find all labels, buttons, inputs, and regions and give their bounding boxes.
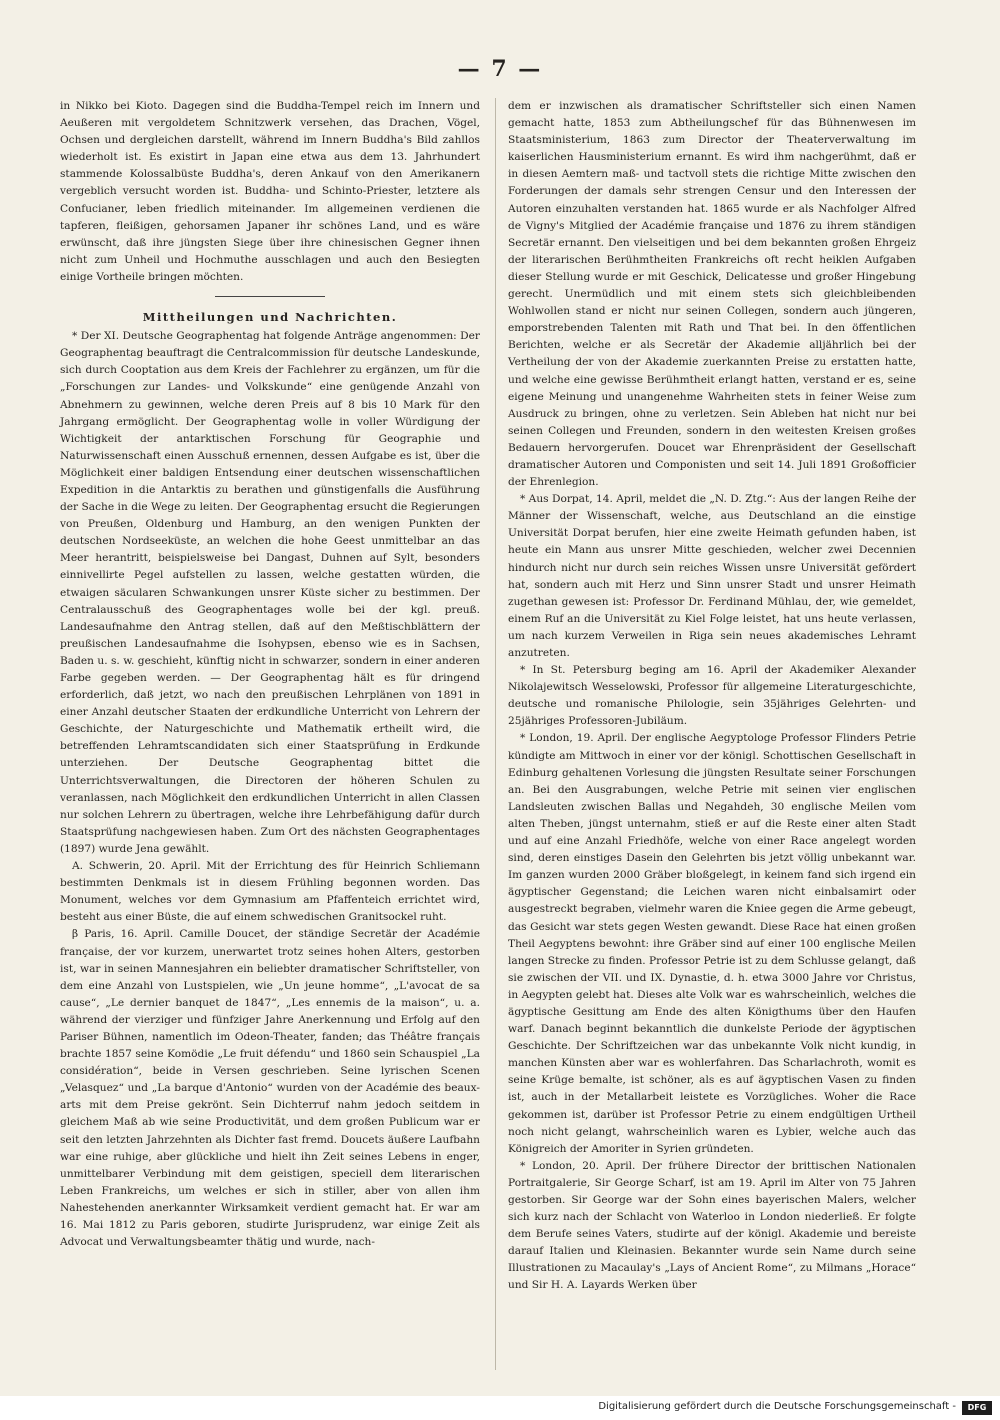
- article-london-petrie: * London, 19. April. Der englische Aegyptologe Professor Flinders Petrie kündigte am Mittwoch in einer vor der königl. Schottischen Gesellschaft in Edinburg gehaltenen Vorlesung die jüngsten Resultate seiner Forschungen an. Bei den Ausgrabungen, welche Petrie mit seinen vier englischen Landsleuten zwischen Ballas und Negahdeh, 30 englische Meilen vom alten Theben, jüngst unternahm, stieß er auf die Reste einer alten Stadt und auf eine Anzahl Friedhöfe, welche von einer Race angelegt worden sind, deren einstiges Dasein den Gelehrten bis jetzt völlig unbekannt war. Im ganzen wurden 2000 Gräber bloßgelegt, in keinem fand sich irgend ein ägyptischer Gegenstand; die Leichen waren nicht einbalsamirt oder ausgestreckt begraben, vielmehr waren die Kniee gegen die Arme gebeugt, das Gesicht war stets gegen Westen gewandt. Diese Race hat einen großen Theil Aegyptens bewohnt: ihre Gräber sind auf einer 100 englische Meilen langen Strecke zu finden. Professor Petrie ist zu dem Schlusse gelangt, daß sie zwischen der VII. und IX. Dynastie, d. h. etwa 3000 Jahre vor Christus, in Aegypten gelebt hat. Dieses alte Volk war es wahrscheinlich, welches die ägyptische Gesittung am Ende des alten Königthums über den Haufen warf. Danach beginnt bekanntlich die dunkelste Periode der ägyptischen Geschichte. Der Schriftzeichen war das unbekannte Volk nicht kundig, in manchen Künsten aber war es wohlerfahren. Das Scharlachroth, womit es seine Krüge bemalte, ist schöner, als es auf ägyptischen Vasen zu finden ist, auch in der Metallarbeit leistete es Vorzügliches. Woher die Race gekommen ist, darüber ist Professor Petrie zu einem endgültigen Urtheil noch nicht gelangt, wahrscheinlich waren es Lybier, welche auch das Königreich der Amoriter in Syrien gründeten.: [508, 732, 916, 1155]
- article-london-scharf: * London, 20. April. Der frühere Director der brittischen Nationalen Portraitgalerie, Sir George Scharf, ist am 19. April im Alter von 75 Jahren gestorben. Sir George war der Sohn eines bayerischen Malers, welcher sich kurz nach der Schlacht von Waterloo in London niederließ. Er folgte dem Berufe seines Vaters, studirte auf der königl. Akademie und bereiste darauf Italien und Kleinasien. Bekannter wurde sein Name durch seine Illustrationen zu Macaulay's „Lays of Ancient Rome“, zu Milmans „Horace“ und Sir H. A. Layards Werken über: [508, 1159, 916, 1292]
- column-divider: [495, 98, 496, 1370]
- dfg-logo-icon: DFG: [962, 1401, 992, 1415]
- right-column: [508, 98, 916, 1295]
- footer-credit: Digitalisierung gefördert durch die Deutsche Forschungsgemeinschaft -: [598, 1401, 956, 1412]
- left-column: [60, 98, 480, 1251]
- article-schwerin: A. Schwerin, 20. April. Mit der Errichtung des für Heinrich Schliemann bestimmten Denkmals ist in diesem Frühling begonnen worden. Das Monument, welches vor dem Gymnasium am Pfaffenteich errichtet wird, besteht aus einer Büste, die auf einem schwedischen Granitsockel ruht.: [60, 860, 480, 924]
- article-paris-continued: dem er inzwischen als dramatischer Schriftsteller sich einen Namen gemacht hatte, 1853 zum Abtheilungschef für das Bühnenwesen im Staatsministerium, 1863 zum Director der Theaterverwaltung im kaiserlichen Hausministerium ernannt. Es wird ihm nachgerühmt, daß er in diesen Aemtern maß- und tactvoll stets die richtige Mitte zwischen den Forderungen der damals sehr strengen Censur und den Interessen der Autoren einzuhalten verstanden hat. 1865 wurde er als Nachfolger Alfred de Vigny's Mitglied der Académie française und 1876 zu ihrem ständigen Secretär ernannt. Den vielseitigen und bei dem bekannten großen Ehrgeiz der literarischen Berühmtheiten Frankreichs oft recht heiklen Aufgaben dieser Stellung wurde er mit Geschick, Delicatesse und großer Hingebung gerecht. Unermüdlich und mit einem stets sich gleichbleibenden Wohlwollen stand er nicht nur seinen Collegen, sondern auch jüngeren, emporstrebenden Talenten mit Rath und That bei. In den öffentlichen Berichten, welche er als Secretär der Akademie alljährlich bei der Vertheilung der von der Akademie zuerkannten Preise zu erstatten hatte, und welche eine gewisse Berühmtheit erlangt hatten, verstand er es, seine eigene Meinung und unangenehme Wahrheiten stets in feiner Weise zum Ausdruck zu bringen, ohne zu verletzen. Sein Ableben hat nicht nur bei seinen Collegen und Freunden, sondern in den weitesten Kreisen großes Bedauern hervorgerufen. Doucet war Ehrenpräsident der Gesellschaft dramatischer Autoren und Componisten und seit 14. Juli 1891 Großofficier der Ehrenlegion.: [508, 100, 916, 489]
- digitization-footer: [0, 1396, 1000, 1420]
- section-heading: Mittheilungen und Nachrichten.: [142, 310, 398, 325]
- section-divider: [215, 296, 325, 297]
- article-geographentag: * Der XI. Deutsche Geographentag hat folgende Anträge angenommen: Der Geographentag beauftragt die Centralcommission für deutsche Landeskunde, sich durch Cooptation aus dem Kreis der Fachlehrer zu ergänzen, um für die „Forschungen zur Landes- und Volkskunde“ eine genügende Anzahl von Abnehmern zu gewinnen, welche deren Preis auf 8 bis 10 Mark für den Jahrgang ermöglicht. Der Geographentag wolle in voller Würdigung der Wichtigkeit der antarktischen Forschung für Geographie und Naturwissenschaft einen Ausschuß ernennen, dessen Aufgabe es ist, über die Möglichkeit einer baldigen Entsendung einer deutschen wissenschaftlichen Expedition in die Antarktis zu berathen und günstigenfalls die Ausführung der Sache in die Wege zu leiten. Der Geographentag ersucht die Regierungen von Preußen, Oldenburg und Hamburg, an den wenigen Punkten der deutschen Nordseeküste, an welchen die hohe Geest unmittelbar an das Meer herantritt, beispielsweise bei Dangast, Duhnen auf Sylt, besonders einnivellirte Pegel aufstellen zu lassen, welche gestatten würden, die etwaigen säcularen Schwankungen unsrer Küste sicher zu bestimmen. Der Centralausschuß des Geographentages wolle bei der kgl. preuß. Landesaufnahme den Antrag stellen, daß auf den Meßtischblättern der preußischen Landesaufnahme die Isohypsen, ebenso wie es in Sachsen, Baden u. s. w. geschieht, künftig nicht in schwarzer, sondern in einer anderen Farbe gegeben werden. — Der Geographentag hält es für dringend erforderlich, daß jetzt, wo nach den preußischen Lehrplänen von 1891 in einer Anzahl deutscher Staaten der erdkundliche Unterricht von Lehrern der Geschichte, der Naturgeschichte und Mathematik ertheilt wird, die betreffenden Lehramtscandidaten sich einer Staatsprüfung in Erdkunde unterziehen. Der Deutsche Geographentag bittet die Unterrichtsverwaltungen, die Directoren der höheren Schulen zu veranlassen, nach Möglichkeit den erdkundlichen Unterricht in allen Classen nur solchen Lehrern zu übertragen, welche ihre Lehrbefähigung dafür durch Staatsprüfung nachgewiesen haben. Zum Ort des nächsten Geographentages (1897) wurde Jena gewählt.: [60, 330, 480, 855]
- article-japan-continued: in Nikko bei Kioto. Dagegen sind die Buddha-Tempel reich im Innern und Aeußeren mit vergoldetem Schnitzwerk versehen, das Drachen, Vögel, Ochsen und dergleichen darstellt, während im Innern Buddha's Bild zahllos wiederholt ist. Es existirt in Japan eine etwa aus dem 13. Jahrhundert stammende Kolossalbüste Buddha's, deren Ankauf von den Amerikanern vergeblich versucht worden ist. Buddha- und Schinto-Priester, letztere als Confucianer, leben friedlich miteinander. Im allgemeinen verdienen die tapferen, fleißigen, gehorsamen Japaner ihr schönes Land, und es wäre erwünscht, daß ihre jüngsten Siege über ihre chinesischen Gegner ihnen nicht zum Unheil und Hochmuthe ausschlagen und auch den Besiegten einige Vortheile bringen möchten.: [60, 100, 480, 283]
- article-petersburg: * In St. Petersburg beging am 16. April der Akademiker Alexander Nikolajewitsch Wesselowski, Professor für allgemeine Literaturgeschichte, deutsche und romanische Philologie, sein 35jähriges Gelehrten- und 25jähriges Professoren-Jubiläum.: [508, 664, 916, 728]
- article-paris: β Paris, 16. April. Camille Doucet, der ständige Secretär der Académie française, der vor kurzem, unerwartet trotz seines hohen Alters, gestorben ist, war in seinen Mannesjahren ein beliebter dramatischer Schriftsteller, von dem eine Anzahl von Lustspielen, wie „Un jeune homme“, „L'avocat de sa cause“, „Le dernier banquet de 1847“, „Les ennemis de la maison“, u. a. während der vierziger und fünfziger Jahre Anerkennung und Erfolg auf den Pariser Bühnen, namentlich im Odeon-Theater, fanden; das Théâtre français brachte 1857 seine Komödie „Le fruit défendu“ und 1860 sein Schauspiel „La considération“, beide in Versen geschrieben. Seine lyrischen Scenen „Velasquez“ und „La barque d'Antonio“ wurden von der Académie des beaux-arts mit dem Preise gekrönt. Sein Dichterruf nahm jedoch seitdem in gleichem Maß ab wie seine Productivität, und dem großen Publicum war er seit den letzten Jahrzehnten als Dichter fast fremd. Doucets äußere Laufbahn war eine ruhige, aber glückliche und hielt ihn Zeit seines Lebens in enger, unmittelbarer Verbindung mit dem geistigen, speciell dem literarischen Leben Frankreichs, um welches er sich in stiller, aber von allen ihm Nahestehenden anerkannter Wirksamkeit verdient gemacht hat. Er war am 16. Mai 1812 zu Paris geboren, studirte Jurisprudenz, war einige Zeit als Advocat und Verwaltungsbeamter thätig und wurde, nach-: [60, 928, 480, 1249]
- page-number: — 7 —: [457, 56, 543, 82]
- article-dorpat: * Aus Dorpat, 14. April, meldet die „N. D. Ztg.“: Aus der langen Reihe der Männer der Wissenschaft, welche, aus Deutschland an die einstige Universität Dorpat berufen, hier eine zweite Heimath gefunden haben, ist heute ein Mann aus unsrer Mitte geschieden, welcher zwei Decennien hindurch nicht nur durch sein reiches Wissen unsre Universität gefördert hat, sondern auch mit Herz und Sinn unsrer Stadt und unsrer Heimath zugethan gewesen ist: Professor Dr. Ferdinand Mühlau, der, wie gemeldet, einem Ruf an die Universität zu Kiel Folge leistet, hat uns heute verlassen, um nach kurzem Verweilen in Riga sein neues akademisches Lehramt anzutreten.: [508, 493, 916, 659]
